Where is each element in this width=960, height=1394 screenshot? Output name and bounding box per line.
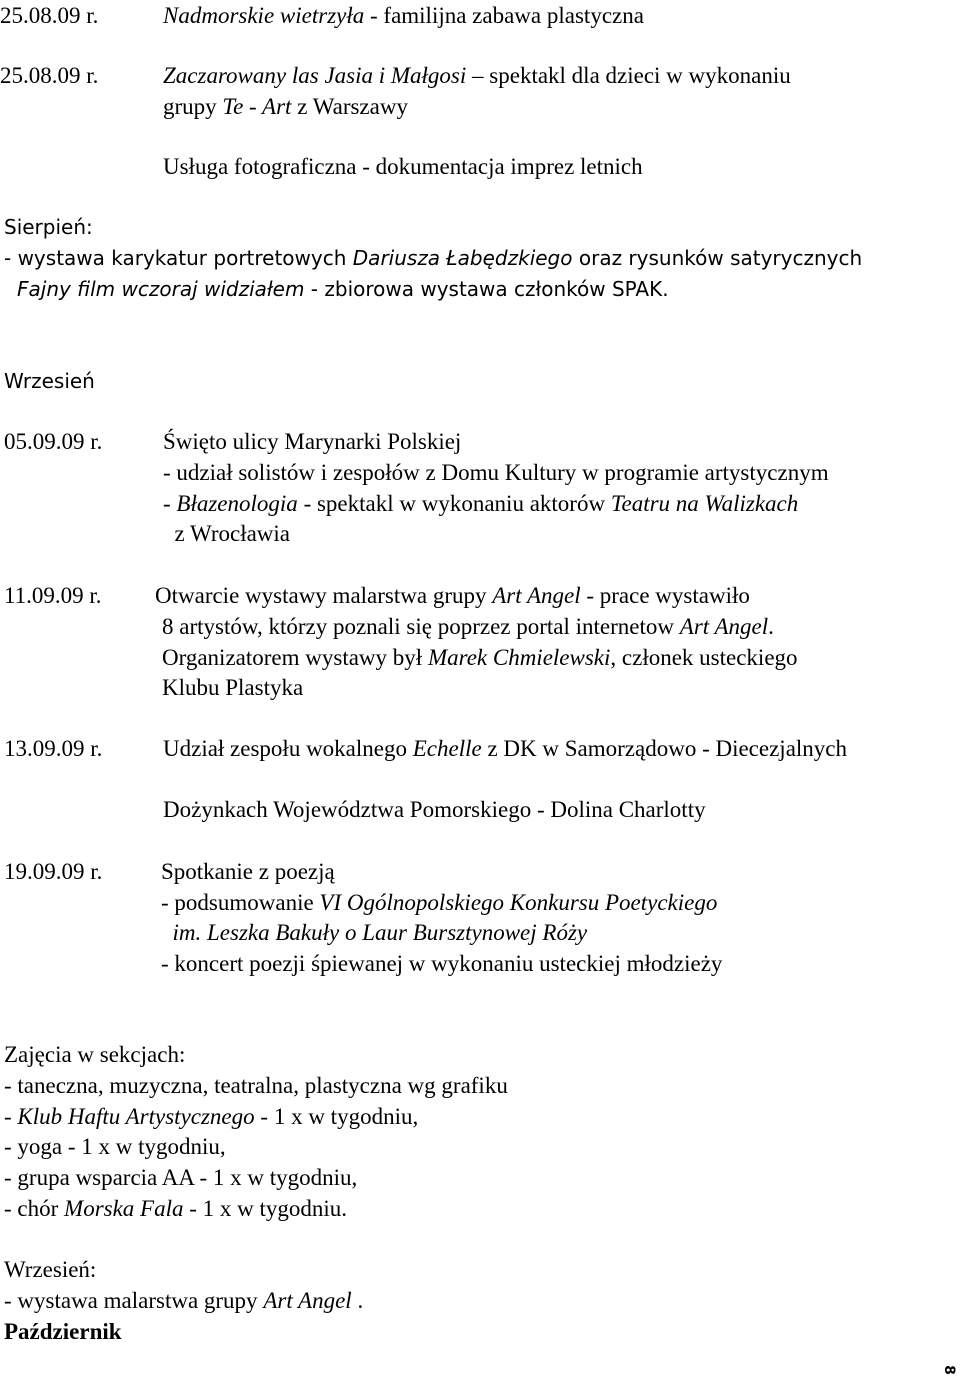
entry-date: 19.09.09 r. (4, 859, 103, 884)
section-heading-wrzesien: Wrzesień (4, 369, 95, 393)
zajecia-item (4, 1162, 357, 1193)
italic-text: Zaczarowany las Jasia i Małgosi (163, 63, 467, 88)
entry-line (163, 91, 408, 122)
sierpien-line (17, 274, 669, 305)
italic-text: Echelle (412, 736, 482, 761)
entry-line (161, 948, 722, 979)
italic-text: Marek Chmielewski (427, 645, 611, 670)
italic-text: im. Leszka Bakuły o Laur Bursztynowej Róży (172, 920, 588, 945)
italic-text: Dariusza Łabędzkiego (352, 246, 573, 270)
text-run: oraz rysunków satyrycznych (572, 246, 863, 270)
text-run: – spektakl dla dzieci w wykonaniu (466, 63, 791, 88)
zajecia-item (4, 1101, 418, 1132)
text-run: - zbiorowa wystawa członków SPAK. (304, 277, 669, 301)
entry-line (155, 580, 750, 611)
italic-text: Art Angel (679, 614, 769, 639)
italic-text: Błazenologia (176, 491, 298, 516)
text-run: - wystawa karykatur portretowych (4, 246, 353, 270)
entry-date: 13.09.09 r. (4, 736, 103, 761)
zajecia-item (4, 1193, 347, 1224)
text-run: Usługa fotograficzna - dokumentacja imprez letnich (163, 154, 643, 179)
text-run: , członek usteckiego (610, 645, 798, 670)
section-heading-pazdziernik: Październik (4, 1319, 122, 1344)
entry-line (161, 887, 717, 918)
section-heading-zajecia: Zajęcia w sekcjach: (4, 1042, 186, 1067)
italic-text: Te - Art (222, 94, 292, 119)
page-number: 8 (940, 1365, 957, 1375)
entry-line (163, 60, 791, 91)
text-run: Klubu Plastyka (162, 675, 304, 700)
entry-date: 05.09.09 r. (4, 429, 103, 454)
entry-line (161, 917, 587, 948)
zajecia-item (4, 1131, 226, 1162)
text-run: . (351, 1288, 364, 1313)
text-run: Święto ulicy Marynarki Polskiej (163, 429, 462, 454)
text-run: Spotkanie z poezją (161, 859, 335, 884)
entry-line (161, 856, 335, 887)
entry-line (162, 672, 303, 703)
entry-line (162, 642, 798, 673)
text-run: Udział zespołu wokalnego (163, 736, 413, 761)
text-run: - yoga - 1 x w tygodniu, (4, 1134, 226, 1159)
entry-line (163, 794, 706, 825)
sierpien-line (4, 243, 862, 274)
italic-text: Nadmorskie wietrzyła (163, 3, 365, 28)
text-run: - prace wystawiło (580, 583, 750, 608)
italic-text: Morska Fala (64, 1196, 184, 1221)
entry-line (163, 733, 847, 764)
entry-line (163, 151, 643, 182)
entry-date: 25.08.09 r. (0, 63, 99, 88)
text-run: z Warszawy (291, 94, 408, 119)
entry-date: 11.09.09 r. (4, 583, 102, 608)
italic-text: Klub Haftu Artystycznego (17, 1104, 255, 1129)
text-run: Organizatorem wystawy był (162, 645, 428, 670)
text-run: z Wrocławia (163, 521, 291, 546)
entry-line (163, 457, 829, 488)
text-run: - grupa wsparcia AA - 1 x w tygodniu, (4, 1165, 358, 1190)
text-run: Otwarcie wystawy malarstwa grupy (155, 583, 493, 608)
italic-text: VI Ogólnopolskiego Konkursu Poetyckiego (319, 890, 718, 915)
text-run: Dożynkach Województwa Pomorskiego - Dolina Charlotty (163, 797, 706, 822)
text-run: . (768, 614, 774, 639)
entry-line (163, 0, 644, 31)
text-run: - podsumowanie (161, 890, 320, 915)
entry-date: 25.08.09 r. (0, 3, 99, 28)
italic-text: Art Angel (492, 583, 581, 608)
text-run: - (4, 1104, 18, 1129)
text-run: z DK w Samorządowo - Diecezjalnych (481, 736, 848, 761)
section-heading-sierpien: Sierpień: (4, 215, 93, 239)
text-run: - spektakl w wykonaniu aktorów (297, 491, 611, 516)
section-heading-wrzesien-2: Wrzesień: (4, 1257, 97, 1282)
wrzesien2-line (4, 1285, 363, 1316)
italic-text: Teatru na Walizkach (610, 491, 799, 516)
text-run (161, 920, 173, 945)
italic-text: Art Angel (263, 1288, 352, 1313)
text-run: 8 artystów, którzy poznali się poprzez portal internetow (162, 614, 680, 639)
text-run: - udział solistów i zespołów z Domu Kultury w programie artystycznym (163, 460, 829, 485)
text-run: - 1 x w tygodniu, (254, 1104, 419, 1129)
text-run: - (163, 491, 177, 516)
zajecia-item (4, 1070, 508, 1101)
text-run: grupy (163, 94, 223, 119)
entry-line (163, 426, 461, 457)
text-run: - koncert poezji śpiewanej w wykonaniu usteckiej młodzieży (161, 951, 723, 976)
entry-line (163, 488, 798, 519)
text-run: - chór (4, 1196, 65, 1221)
text-run: - taneczna, muzyczna, teatralna, plastyczna wg grafiku (4, 1073, 508, 1098)
italic-text: Fajny film wczoraj widziałem (17, 277, 305, 301)
entry-line (162, 611, 774, 642)
entry-line (163, 518, 290, 549)
text-run: - 1 x w tygodniu. (183, 1196, 348, 1221)
text-run: - familijna zabawa plastyczna (364, 3, 644, 28)
text-run: - wystawa malarstwa grupy (4, 1288, 264, 1313)
